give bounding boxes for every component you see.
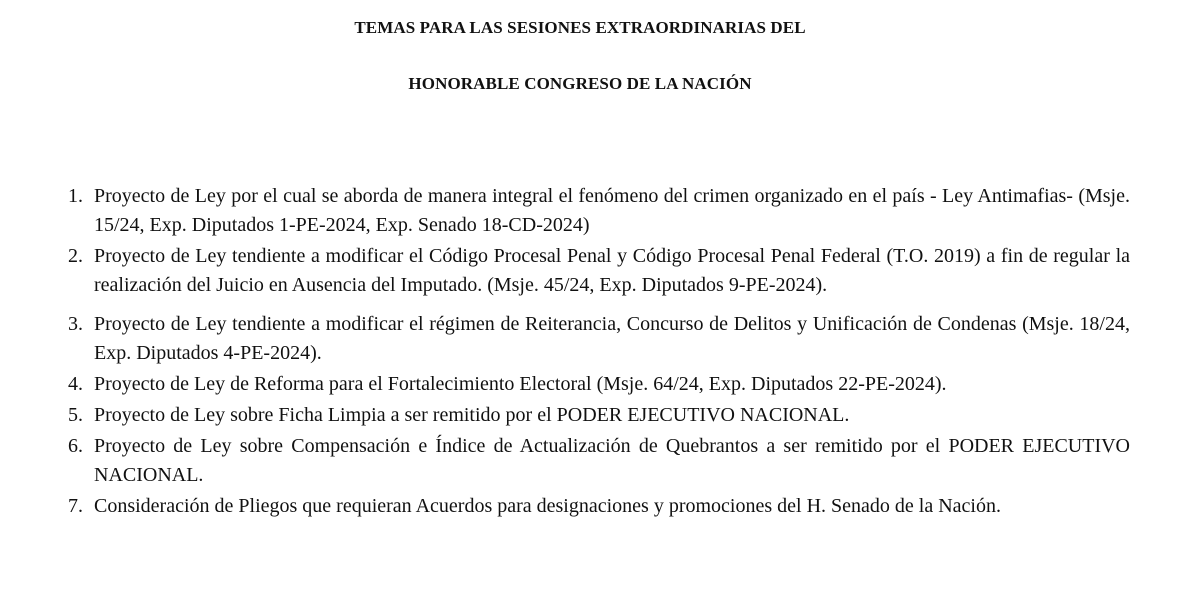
list-item-number: 4. [68, 373, 83, 395]
document-title-line-1: TEMAS PARA LAS SESIONES EXTRAORDINARIAS DEL [354, 18, 806, 37]
list-item-7 [68, 492, 1130, 521]
list-item-number: 2. [68, 245, 83, 267]
topics-list [68, 182, 1130, 523]
list-item-text: Proyecto de Ley tendiente a modificar el Código Procesal Penal y Código Procesal Penal Federal (T.O. 2019) a fin de regular la realización del Juicio en Ausencia del Imputado. (Msje. 45/24, Exp. Diputados 9-PE-2024). [94, 245, 1130, 296]
list-item-5 [68, 401, 1130, 430]
list-item-text: Proyecto de Ley tendiente a modificar el régimen de Reiterancia, Concurso de Delitos y Unificación de Condenas (Msje. 18/24, Exp. Diputados 4-PE-2024). [94, 313, 1130, 364]
list-item-4 [68, 370, 1130, 399]
list-item-number: 3. [68, 313, 83, 335]
list-item-text: Proyecto de Ley sobre Compensación e Índice de Actualización de Quebrantos a ser remitido por el PODER EJECUTIVO NACIONAL. [94, 435, 1130, 486]
list-item-number: 7. [68, 495, 83, 517]
list-item-number: 1. [68, 185, 83, 207]
list-item-6 [68, 432, 1130, 490]
list-item-3 [68, 310, 1130, 368]
list-item-2 [68, 242, 1130, 300]
list-item-text: Proyecto de Ley de Reforma para el Fortalecimiento Electoral (Msje. 64/24, Exp. Diputados 22-PE-2024). [94, 373, 947, 395]
list-item-text: Proyecto de Ley sobre Ficha Limpia a ser remitido por el PODER EJECUTIVO NACIONAL. [94, 404, 850, 426]
list-item-text: Proyecto de Ley por el cual se aborda de manera integral el fenómeno del crimen organizado en el país - Ley Antimafias- (Msje. 15/24, Exp. Diputados 1-PE-2024, Exp. Senado 18-CD-2024) [94, 185, 1130, 236]
document-title-line-2: HONORABLE CONGRESO DE LA NACIÓN [408, 74, 752, 93]
list-item-1 [68, 182, 1130, 240]
list-item-number: 5. [68, 404, 83, 426]
list-item-number: 6. [68, 435, 83, 457]
list-item-text: Consideración de Pliegos que requieran Acuerdos para designaciones y promociones del H. Senado de la Nación. [94, 495, 1001, 517]
